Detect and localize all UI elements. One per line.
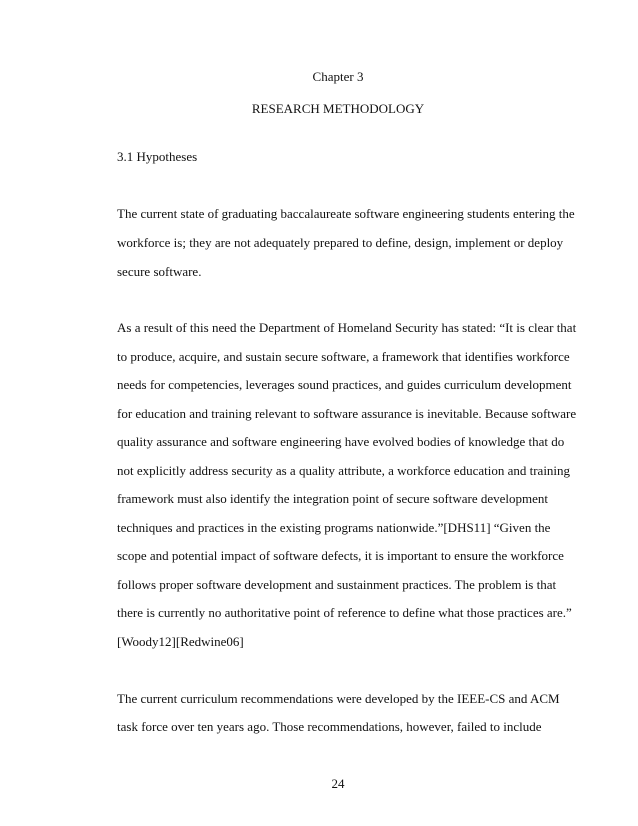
paragraph-line: for education and training relevant to software assurance is inevitable. Because software <box>117 406 577 421</box>
paragraph-line: secure software. <box>117 264 202 279</box>
paragraph-line: not explicitly address security as a quality attribute, a workforce education and training <box>117 463 571 478</box>
page-number: 24 <box>331 776 345 791</box>
chapter-label: Chapter 3 <box>312 69 364 84</box>
paragraph-line: techniques and practices in the existing programs nationwide.”[DHS11] “Given the <box>117 520 551 535</box>
chapter-title: RESEARCH METHODOLOGY <box>251 101 425 116</box>
paragraph-line: The current state of graduating baccalaureate software engineering students entering the <box>117 206 575 221</box>
paragraph-line: scope and potential impact of software defects, it is important to ensure the workforce <box>117 548 564 563</box>
paragraph-line: follows proper software development and sustainment practices. The problem is that <box>117 577 557 592</box>
paragraph-line: quality assurance and software engineering have evolved bodies of knowledge that do <box>117 434 565 449</box>
paragraph-line: The current curriculum recommendations were developed by the IEEE-CS and ACM <box>117 691 560 706</box>
paragraph-line: framework must also identify the integration point of secure software development <box>117 491 549 506</box>
paragraph-line: needs for competencies, leverages sound practices, and guides curriculum development <box>117 377 572 392</box>
section-heading: 3.1 Hypotheses <box>117 149 198 164</box>
paragraph-line: to produce, acquire, and sustain secure software, a framework that identifies workforce <box>117 349 570 364</box>
paragraph-line: task force over ten years ago. Those recommendations, however, failed to include <box>117 719 542 734</box>
paragraph-line: there is currently no authoritative point of reference to define what those practices are.” <box>117 605 572 620</box>
paragraph-line: workforce is; they are not adequately prepared to define, design, implement or deploy <box>117 235 564 250</box>
paragraph-line: [Woody12][Redwine06] <box>117 634 244 649</box>
paragraph-line: As a result of this need the Department of Homeland Security has stated: “It is clear that <box>117 320 577 335</box>
